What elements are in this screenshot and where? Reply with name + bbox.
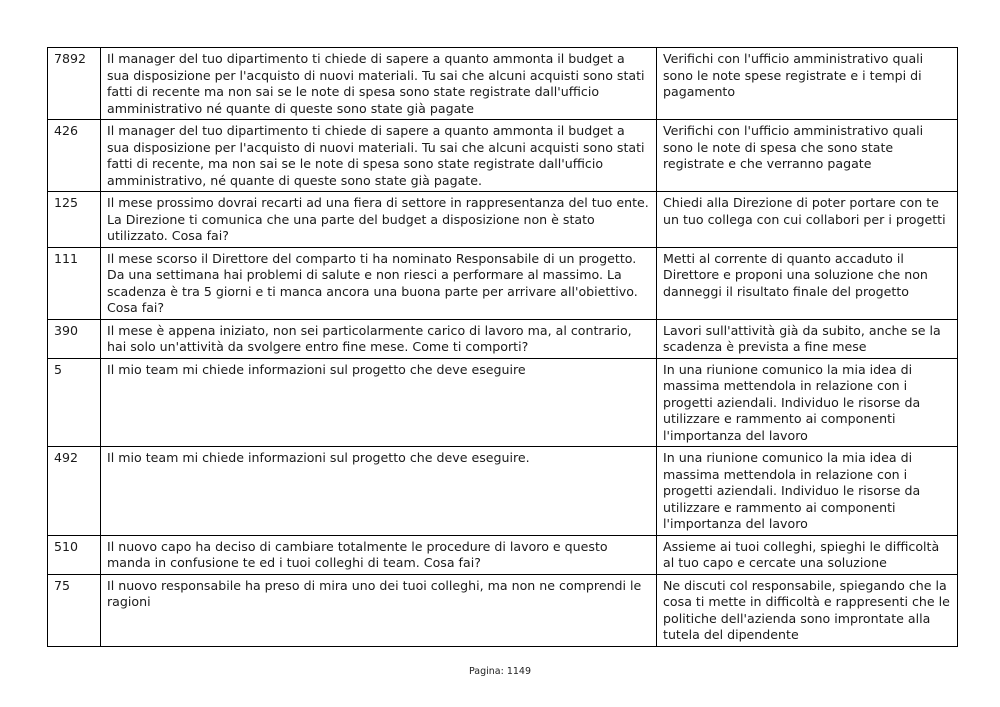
table-row [48, 447, 958, 536]
question-id-cell: 111 [48, 247, 101, 319]
table-row [48, 48, 958, 120]
answer-text-cell: Lavori sull'attività già da subito, anche se la scadenza è prevista a fine mese [657, 319, 958, 358]
table-row [48, 535, 958, 574]
answer-text-cell: Verifichi con l'ufficio amministrativo quali sono le note di spesa che sono state registrate e che verranno pagate [657, 120, 958, 192]
question-id-cell: 492 [48, 447, 101, 536]
question-text-cell: Il mese prossimo dovrai recarti ad una fiera di settore in rappresentanza del tuo ente. La Direzione ti comunica che una parte del budget a disposizione non è stato utilizzato. Cosa fai? [101, 192, 657, 248]
question-text-cell: Il manager del tuo dipartimento ti chiede di sapere a quanto ammonta il budget a sua disposizione per l'acquisto di nuovi materiali. Tu sai che alcuni acquisti sono stati fatti di recente, ma non sai se le note di spesa sono state registrate dall'ufficio amministrativo, né quante di queste sono state già pagate. [101, 120, 657, 192]
question-text-cell: Il manager del tuo dipartimento ti chiede di sapere a quanto ammonta il budget a sua disposizione per l'acquisto di nuovi materiali. Tu sai che alcuni acquisti sono stati fatti di recente ma non sai se le note di spesa sono state registrate dall'ufficio amministrativo né quante di queste sono state già pagate [101, 48, 657, 120]
answer-text-cell: Metti al corrente di quanto accaduto il Direttore e proponi una soluzione che non danneggi il risultato finale del progetto [657, 247, 958, 319]
question-text-cell: Il nuovo responsabile ha preso di mira uno dei tuoi colleghi, ma non ne comprendi le ragioni [101, 574, 657, 646]
question-id-cell: 125 [48, 192, 101, 248]
question-text-cell: Il mese scorso il Direttore del comparto ti ha nominato Responsabile di un progetto. Da una settimana hai problemi di salute e non riesci a performare al massimo. La scadenza è tra 5 giorni e ti manca ancora una buona parte per arrivare all'obiettivo. Cosa fai? [101, 247, 657, 319]
questions-table [47, 47, 958, 647]
question-text-cell: Il mio team mi chiede informazioni sul progetto che deve eseguire [101, 358, 657, 447]
question-id-cell: 7892 [48, 48, 101, 120]
questions-table-body [48, 48, 958, 647]
answer-text-cell: Assieme ai tuoi colleghi, spieghi le difficoltà al tuo capo e cercate una soluzione [657, 535, 958, 574]
answer-text-cell: Chiedi alla Direzione di poter portare con te un tuo collega con cui collabori per i progetti [657, 192, 958, 248]
answer-text-cell: In una riunione comunico la mia idea di massima mettendola in relazione con i progetti aziendali. Individuo le risorse da utilizzare e rammento ai componenti l'importanza del lavoro [657, 358, 958, 447]
question-text-cell: Il nuovo capo ha deciso di cambiare totalmente le procedure di lavoro e questo manda in confusione te ed i tuoi colleghi di team. Cosa fai? [101, 535, 657, 574]
answer-text-cell: Verifichi con l'ufficio amministrativo quali sono le note spese registrate e i tempi di pagamento [657, 48, 958, 120]
table-row [48, 247, 958, 319]
question-text-cell: Il mese è appena iniziato, non sei particolarmente carico di lavoro ma, al contrario, hai solo un'attività da svolgere entro fine mese. Come ti comporti? [101, 319, 657, 358]
table-row [48, 574, 958, 646]
question-text-cell: Il mio team mi chiede informazioni sul progetto che deve eseguire. [101, 447, 657, 536]
question-id-cell: 390 [48, 319, 101, 358]
page-number-footer: Pagina: 1149 [468, 666, 532, 677]
question-id-cell: 510 [48, 535, 101, 574]
table-row [48, 192, 958, 248]
question-id-cell: 426 [48, 120, 101, 192]
table-row [48, 319, 958, 358]
table-row [48, 120, 958, 192]
answer-text-cell: In una riunione comunico la mia idea di massima mettendola in relazione con i progetti aziendali. Individuo le risorse da utilizzare e rammento ai componenti l'importanza del lavoro [657, 447, 958, 536]
table-row [48, 358, 958, 447]
question-id-cell: 75 [48, 574, 101, 646]
answer-text-cell: Ne discuti col responsabile, spiegando che la cosa ti mette in difficoltà e rappresenti che le politiche dell'azienda sono improntate alla tutela del dipendente [657, 574, 958, 646]
question-id-cell: 5 [48, 358, 101, 447]
